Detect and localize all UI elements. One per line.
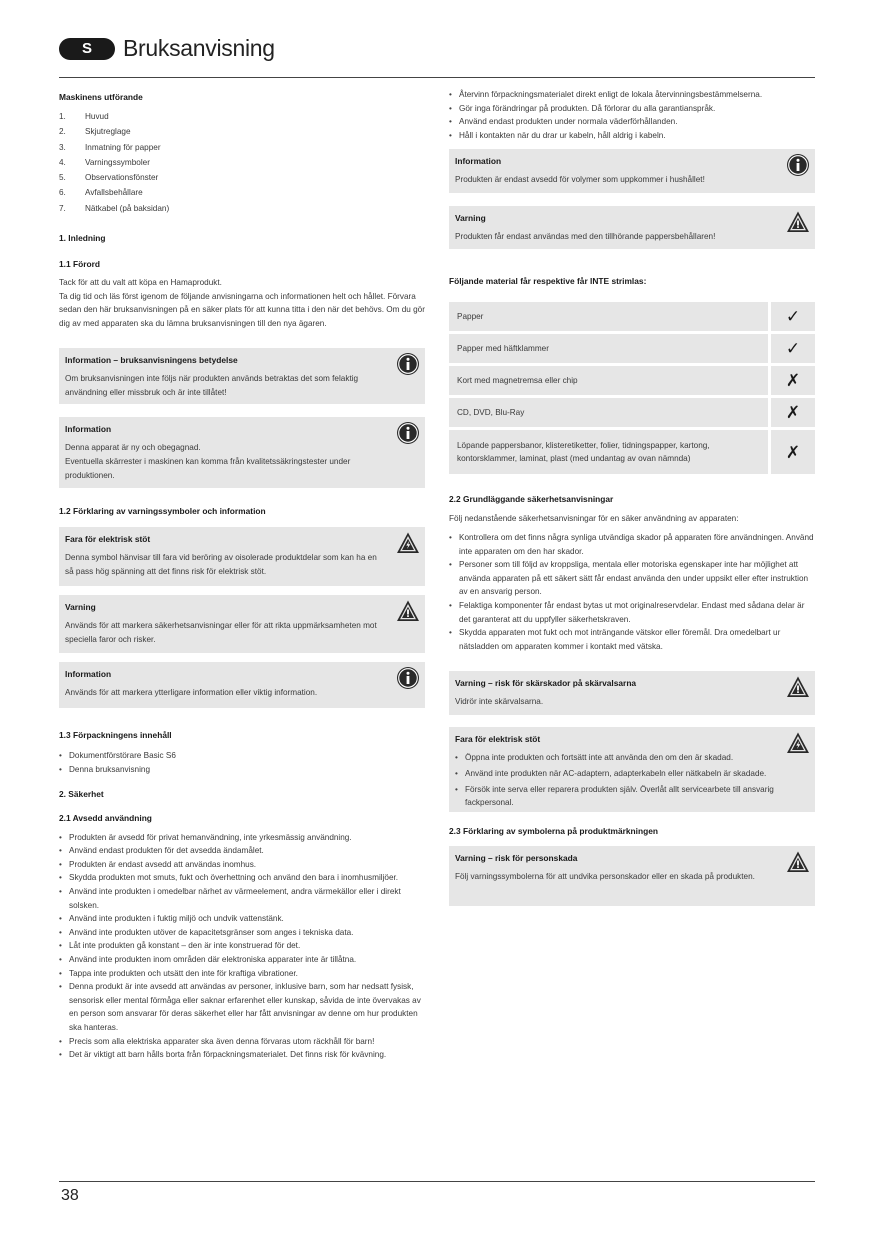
basic-safety-list xyxy=(449,531,815,653)
list-item: • Gör inga förändringar på produkten. Då förlorar du alla garantianspråk. xyxy=(449,102,815,116)
parts-list-item xyxy=(59,109,425,124)
list-item: • Försök inte serva eller reparera produkten själv. Överlåt allt servicearbete till ansvarig fackpersonal. xyxy=(455,783,775,810)
box-title: Information xyxy=(65,669,112,680)
package-list xyxy=(59,749,425,776)
item-number: 3. xyxy=(59,142,66,152)
material-row xyxy=(449,366,815,395)
box-title: Varning xyxy=(455,213,486,224)
warning-icon xyxy=(396,599,420,623)
item-label: Avfallsbehållare xyxy=(85,188,143,198)
box-text: Vidrör inte skärvalsarna. xyxy=(455,697,544,707)
check-mark-icon: ✓ xyxy=(771,334,815,363)
material-row xyxy=(449,398,815,427)
box-title: Fara för elektrisk stöt xyxy=(455,734,541,745)
box-title: Varning – risk för personskada xyxy=(455,853,578,864)
list-item: • Öppna inte produkten och fortsätt inte att använda den om den är skadad. xyxy=(455,751,775,765)
warning-icon xyxy=(786,675,810,699)
parts-list-item xyxy=(59,124,425,139)
material-row xyxy=(449,302,815,331)
item-number: 5. xyxy=(59,173,66,183)
item-label: Varningssymboler xyxy=(85,157,150,167)
box-title: Varning xyxy=(65,602,96,613)
list-item: • Dokumentförstörare Basic S6 xyxy=(59,749,425,763)
basic-safety-intro: Följ nedanstående säkerhetsanvisningar för en säker användning av apparaten: xyxy=(449,514,739,524)
list-item: • Det är viktigt att barn hålls borta från förpackningsmaterialet. Det finns risk för kvävning. xyxy=(59,1048,425,1062)
box-text: Används för att markera säkerhetsanvisningar eller för att rikta uppmärksamheten mot speciella faror och risker. xyxy=(65,621,377,645)
list-item: • Precis som alla elektriska apparater ska även denna förvaras utom räckhåll för barn! xyxy=(59,1035,425,1049)
material-label: Löpande pappersbanor, klisteretiketter, folier, tidningspapper, kartong, kontorsklammer, laminat, plast (med undantag av ovan nämnda) xyxy=(449,430,771,474)
list-item: • Skydda produkten mot smuts, fukt och överhettning och använd den bara i inomhusmiljöer. xyxy=(59,871,425,885)
parts-list-item xyxy=(59,185,425,200)
list-item: • Skydda apparaten mot fukt och mot inträngande vätskor eller föremål. Dra omedelbart ur nätsladden om apparaten kommer i kontakt med vätska. xyxy=(449,626,815,653)
page-footer xyxy=(59,1181,815,1204)
list-item: • Personer som till följd av kroppsliga, mentala eller motoriska egenskaper inte har möjlighet att använda apparaten på ett säkert sätt får endast använda den under uppsikt eller efter instruktion av en ansvarig person. xyxy=(449,558,815,599)
item-number: 1. xyxy=(59,112,66,121)
cross-mark-icon: ✗ xyxy=(771,430,815,474)
item-label: Skjutreglage xyxy=(85,127,131,137)
item-number: 7. xyxy=(59,203,66,213)
list-item: • Håll i kontakten när du drar ur kabeln, håll aldrig i kabeln. xyxy=(449,129,815,143)
warning-box xyxy=(59,595,425,653)
warning-icon xyxy=(786,850,810,874)
parts-list xyxy=(59,109,425,216)
cross-mark-icon: ✗ xyxy=(771,366,815,395)
foreword-heading: 1.1 Förord xyxy=(59,259,100,270)
list-item: • Använd inte produkten i omedelbar närhet av värmeelement, andra värmekällor eller i direkt solsken. xyxy=(59,885,425,912)
cross-mark-icon: ✗ xyxy=(771,398,815,427)
language-badge: S xyxy=(59,38,115,60)
list-item: • Produkten är avsedd för privat hemanvändning, inte yrkesmässig användning. xyxy=(59,831,425,845)
list-item: • Använd inte produkten när AC-adaptern, adapterkabeln eller nätkabeln är skadade. xyxy=(455,767,775,781)
box-text: Används för att markera ytterligare information eller viktig information. xyxy=(65,688,318,698)
intended-use-list xyxy=(59,831,425,1062)
info-icon xyxy=(396,666,420,690)
info-icon xyxy=(396,421,420,445)
list-item: • Denna produkt är inte avsedd att användas av personer, inklusive barn, som har nedsatt fysisk, sensorisk eller mental förmåga eller saknar erfarenhet eller kunskap, såvida de inte övervakas av en person som ansvarar för deras säkerhet eller har fått anvisningar av denne om hur produkten ska hanteras. xyxy=(59,980,425,1034)
box-text: Följ varningssymbolerna för att undvika personskador eller en skada på produkten. xyxy=(455,872,755,882)
list-item: • Denna bruksanvisning xyxy=(59,763,425,777)
list-item: • Låt inte produkten gå konstant – den är inte konstruerad för det. xyxy=(59,939,425,953)
item-label: Nätkabel (på baksidan) xyxy=(85,203,170,213)
info-box-household xyxy=(449,149,815,193)
parts-list-item xyxy=(59,170,425,185)
list-item: • Återvinn förpackningsmaterialet direkt enligt de lokala återvinningsbestämmelserna. xyxy=(449,88,815,102)
parts-list-item xyxy=(59,155,425,170)
package-heading: 1.3 Förpackningens innehåll xyxy=(59,730,172,741)
shock-list xyxy=(455,751,775,809)
material-row xyxy=(449,430,815,474)
box-title: Information xyxy=(455,156,502,167)
foreword-text: Tack för att du valt att köpa en Hamaprodukt. Ta dig tid och läs först igenom de följande anvisningarna och informationen helt och hållet. Förvara sedan den här bruksanvisningen på en säker plats för att kunna titta i den när det behövs. Om du gör dig av med apparaten ska du lämna bruksanvisningen till den nya ägaren. xyxy=(59,278,425,328)
right-column xyxy=(449,88,815,906)
box-title: Information xyxy=(65,424,112,435)
basic-safety-heading: 2.2 Grundläggande säkerhetsanvisningar xyxy=(449,494,614,505)
box-title: Varning – risk för skärskador på skärvalsarna xyxy=(455,678,637,689)
materials-table xyxy=(449,299,815,477)
list-item: • Tappa inte produkten och utsätt den inte för kraftiga vibrationer. xyxy=(59,967,425,981)
information-box xyxy=(59,662,425,708)
list-item: • Produkten är endast avsedd att användas inomhus. xyxy=(59,858,425,872)
info-icon xyxy=(396,352,420,376)
symbols-heading: 1.2 Förklaring av varningssymboler och information xyxy=(59,506,266,517)
left-column xyxy=(59,88,425,1062)
list-item: • Använd endast produkten under normala väderförhållanden. xyxy=(449,115,815,129)
list-item: • Felaktiga komponenter får endast bytas ut mot originalreservdelar. Endast med sådana delar är det garanterat att du uppfyller säkerhetskraven. xyxy=(449,599,815,626)
warning-icon xyxy=(786,210,810,234)
box-text: Denna symbol hänvisar till fara vid beröring av oisolerade produktdelar som kan ha en så pass hög spänning att det finns risk för elektrisk stöt. xyxy=(65,553,377,577)
document-title: Bruksanvisning xyxy=(123,35,275,61)
marking-heading: 2.3 Förklaring av symbolerna på produktmärkningen xyxy=(449,826,658,837)
material-label: Papper xyxy=(449,302,771,331)
box-text: Om bruksanvisningen inte följs när produkten används betraktas det som felaktig användning eller missbruk och är inte tillåtet! xyxy=(65,374,359,398)
list-item: • Kontrollera om det finns några synliga utvändiga skador på apparaten före användningen. Använd inte apparaten om den har skador. xyxy=(449,531,815,558)
box-text: Produkten är endast avsedd för volymer som uppkommer i hushållet! xyxy=(455,175,705,185)
material-label: Kort med magnetremsa eller chip xyxy=(449,366,771,395)
check-mark-icon: ✓ xyxy=(771,302,815,331)
item-number: 4. xyxy=(59,157,66,167)
item-label: Observationsfönster xyxy=(85,173,159,183)
item-label: Huvud xyxy=(85,112,109,121)
parts-heading: Maskinens utförande xyxy=(59,92,143,102)
parts-list-item xyxy=(59,201,425,216)
box-title: Fara för elektrisk stöt xyxy=(65,534,151,545)
material-label: CD, DVD, Blu-Ray xyxy=(449,398,771,427)
material-label: Papper med häftklammer xyxy=(449,334,771,363)
top-bullet-list xyxy=(449,88,815,142)
shock-box xyxy=(59,527,425,586)
intro-heading: 1. Inledning xyxy=(59,233,106,244)
item-number: 6. xyxy=(59,188,66,198)
warning-box-container xyxy=(449,206,815,249)
box-text: Denna apparat är ny och obegagnad. Eventuella skärrester i maskinen kan komma från kvalitetssäkringstester under produktionen. xyxy=(65,443,351,480)
parts-list-item xyxy=(59,140,425,155)
page-number: 38 xyxy=(61,1187,79,1204)
box-text: Produkten får endast användas med den tillhörande pappersbehållaren! xyxy=(455,232,716,242)
page-header xyxy=(59,36,815,78)
info-icon xyxy=(786,153,810,177)
info-box-new-device xyxy=(59,417,425,488)
safety-heading: 2. Säkerhet xyxy=(59,788,104,799)
material-row xyxy=(449,334,815,363)
list-item: • Använd inte produkten inom områden där elektroniska apparater inte är tillåtna. xyxy=(59,953,425,967)
injury-risk-box xyxy=(449,846,815,906)
materials-heading: Följande material får respektive får INTE strimlas: xyxy=(449,276,647,287)
intended-use-heading: 2.1 Avsedd användning xyxy=(59,812,152,823)
cut-risk-box xyxy=(449,671,815,715)
electric-shock-icon xyxy=(396,531,420,555)
item-number: 2. xyxy=(59,127,66,137)
info-box-manual-importance xyxy=(59,348,425,404)
box-title: Information – bruksanvisningens betydelse xyxy=(65,355,238,366)
shock-list-box xyxy=(449,727,815,812)
list-item: • Använd inte produkten i fuktig miljö och undvik vattenstänk. xyxy=(59,912,425,926)
electric-shock-icon xyxy=(786,731,810,755)
list-item: • Använd inte produkten utöver de kapacitetsgränser som anges i tekniska data. xyxy=(59,926,425,940)
list-item: • Använd endast produkten för det avsedda ändamålet. xyxy=(59,844,425,858)
item-label: Inmatning för papper xyxy=(85,142,161,152)
